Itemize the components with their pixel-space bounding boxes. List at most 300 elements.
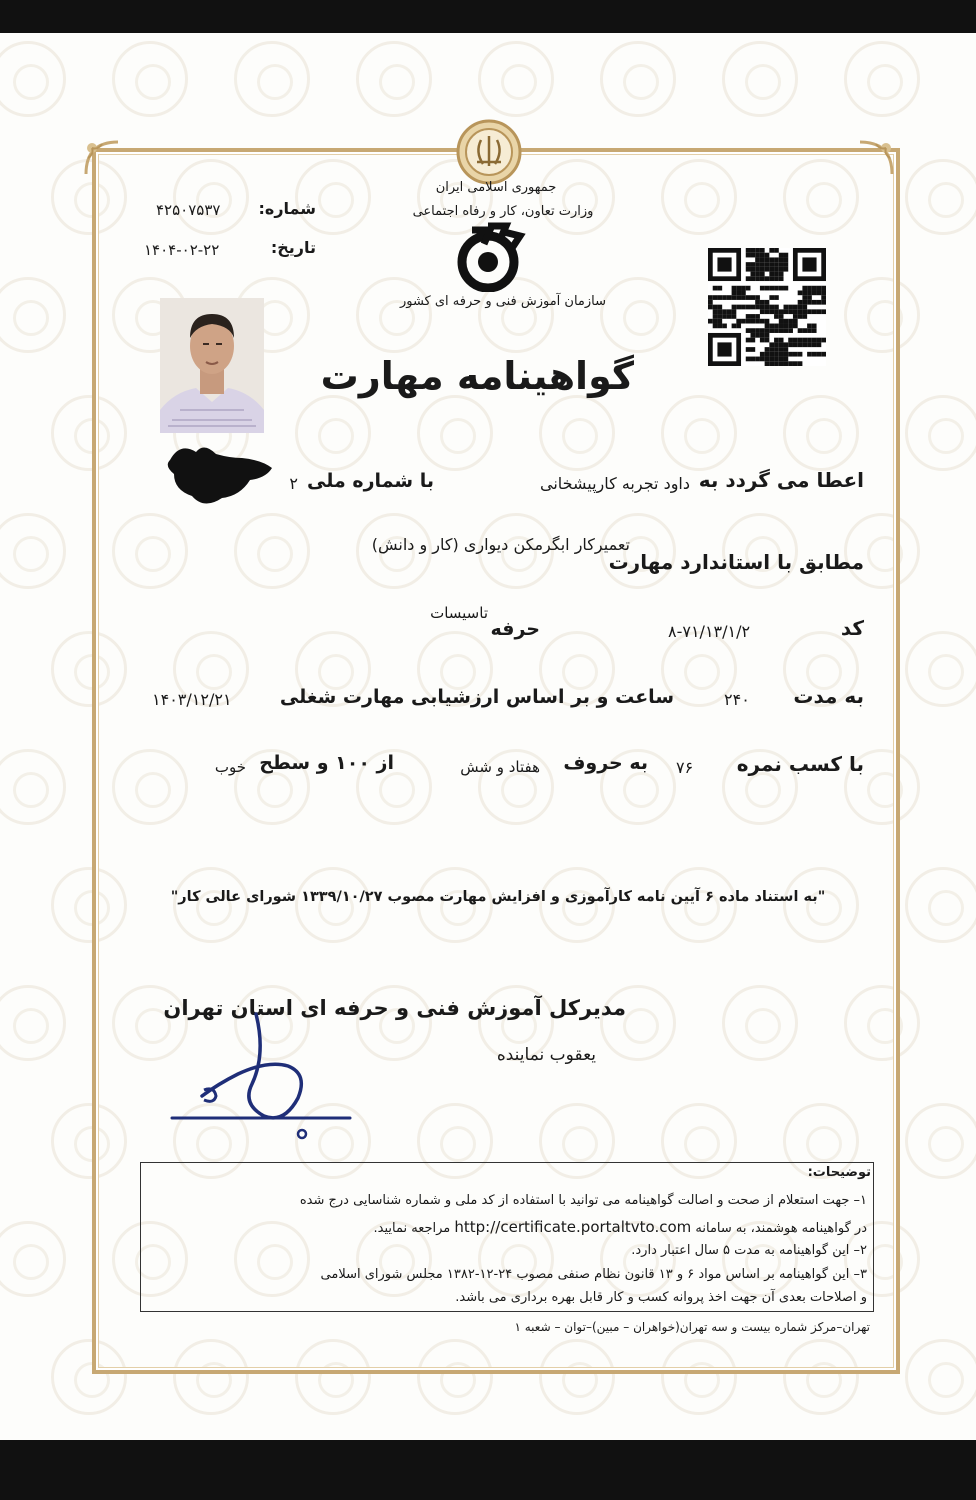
qr-module (798, 338, 803, 343)
qr-module (717, 342, 731, 356)
qr-module (788, 352, 793, 357)
qr-module (760, 328, 765, 333)
national-id-label: با شماره ملی (307, 470, 434, 492)
qr-module (779, 324, 784, 329)
qr-module (750, 357, 755, 362)
qr-module (779, 253, 784, 258)
qr-module (755, 295, 760, 300)
qr-module (784, 328, 789, 333)
qr-module (784, 342, 789, 347)
qr-module (750, 267, 755, 272)
qr-module (812, 290, 817, 295)
qr-module (774, 286, 779, 291)
qr-module (788, 342, 793, 347)
qr-module (765, 361, 770, 366)
organization-name: سازمان آموزش فنی و حرفه ای کشور (399, 294, 607, 309)
qr-module (812, 324, 817, 329)
qr-module (774, 272, 779, 277)
qr-module (784, 352, 789, 357)
qr-module (741, 305, 746, 310)
note-line-1: ۱– جهت استعلام از صحت و اصالت گواهینامه می توانید با استفاده از کد ملی و شماره شناسایی درج شده (299, 1193, 867, 1208)
qr-module (774, 248, 779, 253)
qr-module (727, 295, 732, 300)
qr-module (727, 314, 732, 319)
qr-module (821, 286, 826, 291)
watermark-tile (0, 749, 66, 825)
qr-module (802, 309, 807, 314)
watermark-tile (0, 41, 66, 117)
notes-box (140, 1162, 874, 1312)
qr-module (755, 253, 760, 258)
qr-module (708, 305, 713, 310)
qr-module (802, 257, 816, 271)
qr-module (713, 314, 718, 319)
qr-module (755, 262, 760, 267)
qr-module (779, 328, 784, 333)
qr-module (765, 319, 770, 324)
qr-module (765, 328, 770, 333)
national-id-value: ۲ (289, 474, 298, 493)
qr-code-icon (708, 248, 826, 366)
qr-module (760, 257, 765, 262)
qr-module (755, 314, 760, 319)
qr-module (746, 357, 751, 362)
qr-module (798, 309, 803, 314)
qr-module (746, 286, 751, 291)
qr-module (788, 319, 793, 324)
emblem-icon (455, 118, 523, 186)
qr-module (732, 305, 737, 310)
signatory-title: مدیرکل آموزش فنی و حرفه ای استان تهران (163, 996, 626, 1020)
qr-module (769, 262, 774, 267)
qr-module (755, 357, 760, 362)
qr-module (802, 300, 807, 305)
qr-module (793, 338, 798, 343)
qr-module (722, 314, 727, 319)
qr-module (755, 272, 760, 277)
qr-module (812, 309, 817, 314)
watermark-tile (0, 985, 66, 1061)
duration-label: به مدت (793, 684, 864, 708)
qr-module (784, 262, 789, 267)
qr-module (817, 290, 822, 295)
qr-module (798, 305, 803, 310)
standard-value: تعمیرکار ابگرمکن دیواری (کار و دانش) (371, 535, 630, 554)
bottom-black-bar (0, 1440, 976, 1500)
qr-module (774, 324, 779, 329)
qr-module (765, 262, 770, 267)
qr-module (769, 305, 774, 310)
qr-module (807, 295, 812, 300)
qr-module (746, 338, 751, 343)
qr-module (769, 324, 774, 329)
qr-module (779, 352, 784, 357)
qr-module (750, 272, 755, 277)
qr-module (746, 248, 751, 253)
address-text: تهران–مرکز شماره بیست و سه تهران(خواهران – مبین)–توان – شعبه ۱ (514, 1320, 870, 1334)
holder-photo (160, 298, 264, 433)
redaction-mark (158, 440, 280, 514)
watermark-tile (234, 41, 310, 117)
qr-module (755, 257, 760, 262)
qr-module (765, 347, 770, 352)
watermark-tile (112, 41, 188, 117)
qr-module (755, 305, 760, 310)
qr-module (807, 342, 812, 347)
qr-module (788, 338, 793, 343)
qr-module (788, 309, 793, 314)
qr-module (802, 295, 807, 300)
qr-module (784, 305, 789, 310)
qr-module (765, 333, 770, 338)
qr-module (765, 338, 770, 343)
number-value: ۴۲۵۰۷۵۳۷ (156, 201, 221, 219)
qr-module (765, 300, 770, 305)
qr-module (812, 328, 817, 333)
qr-module (713, 286, 718, 291)
qr-module (760, 248, 765, 253)
qr-module (722, 309, 727, 314)
qr-module (821, 295, 826, 300)
qr-module (750, 295, 755, 300)
qr-module (732, 295, 737, 300)
qr-module (765, 305, 770, 310)
signatory-name: یعقوب نماینده (496, 1045, 596, 1065)
qr-module (736, 324, 741, 329)
qr-module (821, 338, 826, 343)
qr-module (821, 352, 826, 357)
level-value: خوب (214, 758, 246, 776)
qr-module (769, 347, 774, 352)
outof-label: از ۱۰۰ و سطح (259, 752, 394, 774)
code-value: ۸-۷۱/۱۳/۱/۲ (668, 622, 751, 641)
assessment-label: ساعت و بر اساس ارزشیابی مهارت شغلی (279, 686, 674, 708)
qr-module (769, 286, 774, 291)
qr-module (807, 338, 812, 343)
qr-module (802, 290, 807, 295)
qr-module (713, 305, 718, 310)
tvto-logo-icon (452, 222, 528, 292)
qr-module (717, 295, 722, 300)
qr-module (755, 276, 760, 281)
qr-module (784, 309, 789, 314)
qr-module (750, 262, 755, 267)
qr-module (779, 276, 784, 281)
qr-module (760, 305, 765, 310)
qr-module (746, 276, 751, 281)
qr-module (784, 253, 789, 258)
qr-module (774, 267, 779, 272)
qr-module (774, 338, 779, 343)
qr-module (784, 361, 789, 366)
qr-module (717, 305, 722, 310)
qr-module (755, 333, 760, 338)
qr-module (750, 276, 755, 281)
watermark-tile (0, 513, 66, 589)
qr-module (769, 248, 774, 253)
qr-module (817, 338, 822, 343)
qr-module (760, 338, 765, 343)
qr-module (779, 319, 784, 324)
qr-module (736, 295, 741, 300)
qr-module (746, 328, 751, 333)
qr-module (779, 267, 784, 272)
qr-module (755, 319, 760, 324)
qr-module (769, 272, 774, 277)
trade-label: حرفه (490, 618, 540, 640)
qr-module (750, 347, 755, 352)
qr-module (817, 286, 822, 291)
number-label: شماره: (258, 199, 316, 218)
qr-module (746, 305, 751, 310)
qr-module (769, 276, 774, 281)
qr-module (732, 324, 737, 329)
qr-module (812, 286, 817, 291)
qr-module (779, 309, 784, 314)
qr-module (769, 295, 774, 300)
qr-module (798, 300, 803, 305)
qr-module (750, 319, 755, 324)
qr-module (793, 305, 798, 310)
notes-heading: توضیحات: (807, 1165, 871, 1180)
qr-module (750, 253, 755, 258)
qr-module (722, 295, 727, 300)
letters-label: به حروف (563, 752, 648, 774)
qr-module (807, 324, 812, 329)
watermark-tile (844, 41, 920, 117)
watermark-tile (905, 867, 976, 943)
qr-module (746, 314, 751, 319)
qr-module (741, 319, 746, 324)
qr-module (760, 276, 765, 281)
qr-module (769, 342, 774, 347)
qr-module (802, 328, 807, 333)
qr-module (736, 286, 741, 291)
qr-module (765, 257, 770, 262)
top-black-bar (0, 0, 976, 33)
qr-module (807, 352, 812, 357)
code-label: کد (840, 616, 864, 640)
qr-module (774, 305, 779, 310)
qr-module (779, 314, 784, 319)
qr-module (788, 324, 793, 329)
qr-module (793, 361, 798, 366)
qr-module (750, 338, 755, 343)
qr-module (774, 361, 779, 366)
qr-module (807, 309, 812, 314)
qr-module (732, 290, 737, 295)
signature-icon (168, 1010, 368, 1145)
qr-module (717, 309, 722, 314)
qr-module (817, 342, 822, 347)
corner-ornament-icon (856, 138, 896, 178)
qr-module (722, 324, 727, 329)
qr-module (793, 319, 798, 324)
note-line-4: ۳– این گواهینامه بر اساس مواد ۶ و ۱۳ قانون نظام صنفی مصوب ۲۴-۱۲-۱۳۸۲ مجلس شورای اسلامی (320, 1267, 867, 1282)
qr-module (755, 300, 760, 305)
qr-module (774, 357, 779, 362)
portal-url-link[interactable]: http://certificate.portaltvto.com (454, 1218, 692, 1236)
qr-module (784, 257, 789, 262)
qr-module (750, 314, 755, 319)
qr-module (793, 314, 798, 319)
qr-module (760, 272, 765, 277)
qr-module (774, 352, 779, 357)
qr-module (784, 267, 789, 272)
qr-module (779, 338, 784, 343)
qr-module (765, 357, 770, 362)
duration-value: ۲۴۰ (724, 690, 750, 709)
qr-module (765, 352, 770, 357)
qr-module (746, 347, 751, 352)
watermark-tile (905, 159, 976, 235)
qr-module (769, 309, 774, 314)
qr-module (708, 295, 713, 300)
qr-module (736, 319, 741, 324)
watermark-tile (722, 41, 798, 117)
qr-module (784, 357, 789, 362)
watermark-tile (905, 395, 976, 471)
qr-module (774, 257, 779, 262)
qr-module (774, 262, 779, 267)
qr-module (746, 262, 751, 267)
qr-module (784, 286, 789, 291)
qr-module (713, 295, 718, 300)
qr-module (727, 309, 732, 314)
qr-module (774, 314, 779, 319)
qr-module (779, 357, 784, 362)
qr-module (765, 267, 770, 272)
qr-module (755, 267, 760, 272)
watermark-tile (0, 1221, 66, 1297)
qr-module (750, 305, 755, 310)
watermark-tile (600, 41, 676, 117)
qr-module (802, 305, 807, 310)
qr-module (741, 295, 746, 300)
qr-module (779, 347, 784, 352)
qr-module (821, 290, 826, 295)
qr-module (755, 328, 760, 333)
qr-module (788, 328, 793, 333)
qr-module (736, 305, 741, 310)
qr-module (802, 338, 807, 343)
qr-module (708, 300, 713, 305)
qr-module (760, 267, 765, 272)
qr-module (793, 352, 798, 357)
qr-module (765, 286, 770, 291)
qr-module (779, 272, 784, 277)
score-label: با کسب نمره (736, 752, 864, 776)
qr-module (760, 357, 765, 362)
note-line-5: و اصلاحات بعدی آن جهت اخذ پروانه کسب و کار قابل بهره برداری می باشد. (455, 1290, 867, 1305)
qr-module (779, 342, 784, 347)
qr-module (765, 324, 770, 329)
qr-module (760, 333, 765, 338)
trade-value: تاسیسات (430, 604, 488, 622)
qr-module (717, 286, 722, 291)
watermark-tile (478, 41, 554, 117)
qr-module (717, 257, 731, 271)
note-line-2: در گواهینامه هوشمند، به سامانه http://certificate.portaltvto.com مراجعه نمایید. (373, 1218, 867, 1236)
qr-module (746, 295, 751, 300)
qr-module (717, 324, 722, 329)
qr-module (769, 357, 774, 362)
qr-module (817, 309, 822, 314)
qr-module (812, 352, 817, 357)
qr-module (817, 300, 822, 305)
qr-module (760, 309, 765, 314)
qr-module (807, 328, 812, 333)
qr-module (784, 324, 789, 329)
qr-module (798, 314, 803, 319)
qr-module (750, 248, 755, 253)
qr-module (769, 257, 774, 262)
qr-module (732, 314, 737, 319)
note-line-3: ۲– این گواهینامه به مدت ۵ سال اعتبار دارد. (631, 1243, 867, 1258)
qr-module (812, 338, 817, 343)
standard-label: مطابق با استاندارد مهارت (608, 550, 864, 574)
qr-module (708, 319, 713, 324)
watermark-tile (905, 631, 976, 707)
qr-module (760, 300, 765, 305)
watermark-tile (356, 41, 432, 117)
qr-module (788, 305, 793, 310)
qr-module (802, 314, 807, 319)
qr-module (798, 328, 803, 333)
qr-module (788, 361, 793, 366)
qr-module (732, 286, 737, 291)
qr-module (793, 342, 798, 347)
qr-module (812, 300, 817, 305)
qr-module (741, 290, 746, 295)
qr-module (802, 286, 807, 291)
watermark-tile (905, 1339, 976, 1415)
qr-module (817, 352, 822, 357)
qr-module (760, 253, 765, 258)
qr-module (779, 257, 784, 262)
date-value: ۱۴۰۴-۰۲-۲۲ (144, 241, 220, 259)
qr-module (755, 248, 760, 253)
qr-module (812, 342, 817, 347)
qr-module (760, 262, 765, 267)
assessment-date: ۱۴۰۳/۱۲/۲۱ (152, 690, 232, 709)
qr-module (774, 342, 779, 347)
decree-text: "به استناد ماده ۶ آیین نامه کارآموزی و افزایش مهارت مصوب ۱۳۳۹/۱۰/۲۷ شورای عالی کار" (170, 889, 826, 905)
qr-module (798, 342, 803, 347)
qr-module (807, 300, 812, 305)
qr-module (732, 309, 737, 314)
qr-module (769, 352, 774, 357)
qr-module (807, 286, 812, 291)
qr-module (717, 319, 722, 324)
country-name: جمهوری اسلامی ایران (435, 180, 557, 195)
qr-module (765, 253, 770, 258)
qr-module (741, 286, 746, 291)
qr-module (802, 342, 807, 347)
qr-module (713, 309, 718, 314)
qr-module (798, 290, 803, 295)
qr-module (798, 361, 803, 366)
qr-module (784, 319, 789, 324)
qr-module (765, 309, 770, 314)
qr-module (774, 276, 779, 281)
qr-module (807, 290, 812, 295)
qr-module (769, 361, 774, 366)
qr-module (713, 324, 718, 329)
date-label: تاریخ: (270, 238, 316, 257)
qr-module (774, 309, 779, 314)
qr-module (798, 352, 803, 357)
